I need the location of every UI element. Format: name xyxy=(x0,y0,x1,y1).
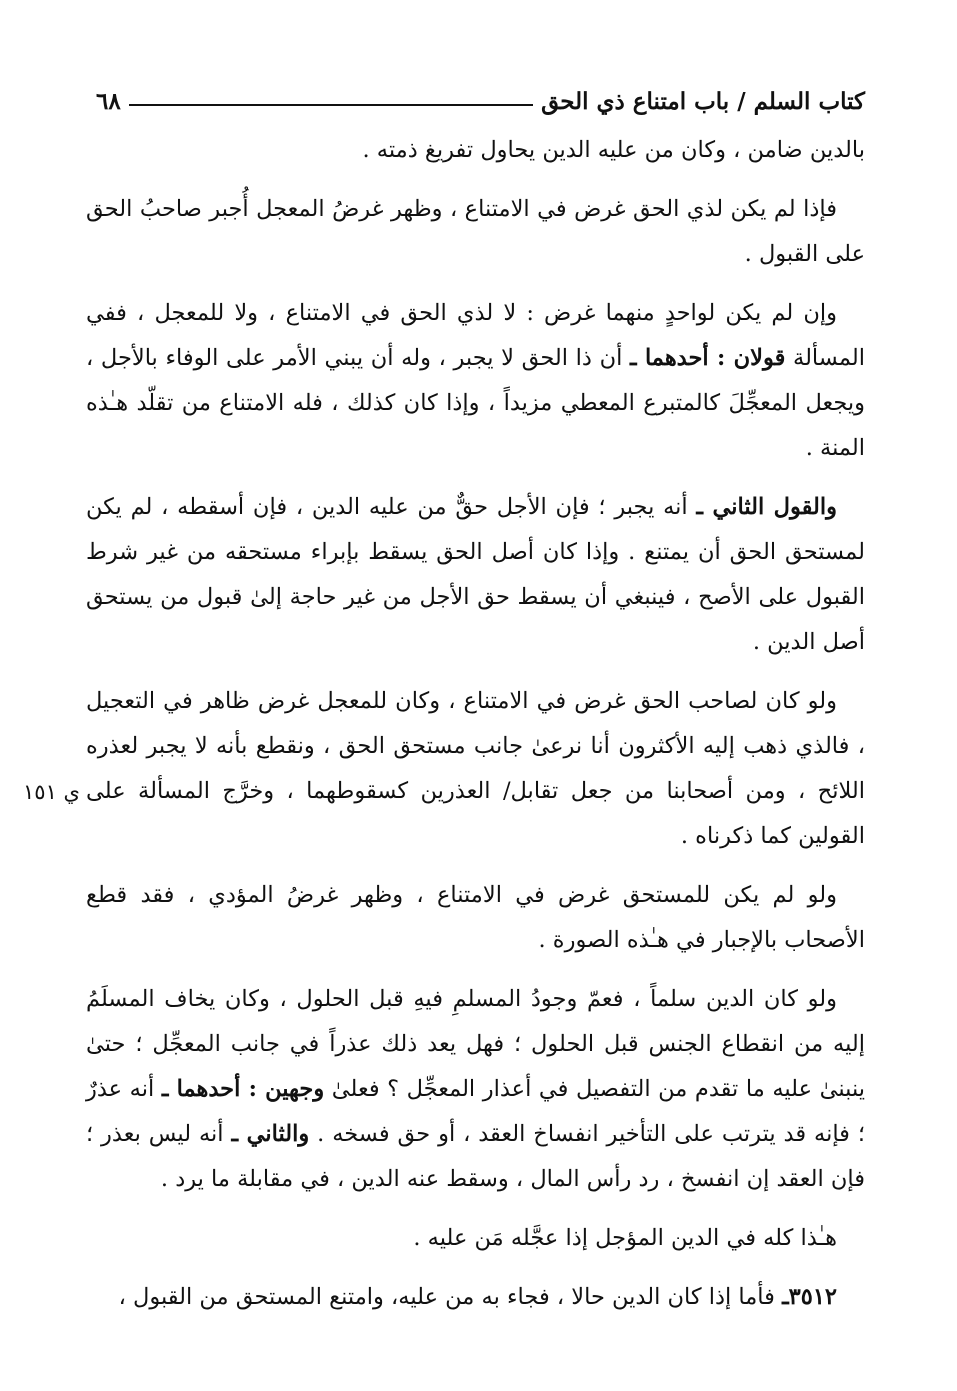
running-header xyxy=(88,84,865,118)
paragraph-text: أنه ليس بعذر ؛ فإن العقد إن انفسخ ، رد رأس المال ، وسقط عنه الدين ، في مقابلة ما يرد . xyxy=(86,1121,865,1192)
page-body xyxy=(86,128,865,1334)
margin-page-reference: ي ١٥١ xyxy=(23,780,80,804)
paragraph-text: أنه عذرٌ ؛ فإنه قد يترتب على التأخير انفساخ العقد ، أو حق فسخه . xyxy=(86,1076,865,1147)
paragraph xyxy=(86,873,865,963)
header-rule xyxy=(129,104,533,106)
paragraph-text: فأما إذا كان الدين حالا ، فجاء به من عليه، وامتنع المستحق من القبول ، xyxy=(118,1284,783,1310)
bold-term: والثاني ـ xyxy=(231,1121,310,1147)
paragraph xyxy=(86,1275,865,1320)
page-number: ٦٨ xyxy=(96,87,121,115)
bold-term: قولان : أحدهما ـ xyxy=(630,345,786,371)
paragraph-text: بالدين ضامن ، وكان من عليه الدين يحاول تفريغ ذمته . xyxy=(362,137,865,163)
paragraph xyxy=(86,128,865,173)
paragraph-text: ولو لم يكن للمستحق غرض في الامتناع ، وظهر غرضُ المؤدي ، فقد قطع الأصحاب بالإجبار في هـٰذه الصورة . xyxy=(86,882,865,953)
paragraph-text: وإن لم يكن لواحدٍ منهما غرض : لا لذي الحق في الامتناع ، ولا للمعجل ، ففي المسألة xyxy=(86,300,865,371)
bold-term: وجهين : أحدهما ـ xyxy=(161,1076,325,1102)
paragraph xyxy=(86,291,865,471)
paragraph xyxy=(86,485,865,665)
paragraph-text: ولو كان الدين سلماً ، فعمّ وجودُ المسلمِ فيهِ قبل الحلول ، وكان يخاف المسلَمُ إليه من انقطاع الجنس قبل الحلول ؛ فهل يعد ذلك عذراً في جانب المعجِّل ؛ حتىٰ ينبنىٰ عليه ما تقدم من التفصيل في أعذار المعجِّل ؟ فعلىٰ xyxy=(86,986,865,1102)
bold-term: والقول الثاني ـ xyxy=(696,494,837,520)
paragraph-text: أن ذا الحق لا يجبر ، وله أن يبني الأمر على الوفاء بالأجل ، ويجعل المعجِّلَ كالمتبرع المعطي مزيداً ، وإذا كان كذلك ، فله الامتناع من تقلّد هـٰذه المنة . xyxy=(86,345,865,461)
paragraph xyxy=(86,977,865,1202)
paragraph-text: فإذا لم يكن لذي الحق غرض في الامتناع ، وظهر غرضُ المعجل أُجبر صاحبُ الحق على القبول . xyxy=(86,196,865,267)
running-title: كتاب السلم / باب امتناع ذي الحق xyxy=(541,87,865,115)
section-number: ٣٥١٢ـ xyxy=(782,1284,837,1310)
paragraph-text: أنه يجبر ؛ فإن الأجل حقٌّ من عليه الدين ، فإن أسقطه ، لم يكن لمستحق الحق أن يمتنع . وإذا كان أصل الحق يسقط بإبراء مستحقه من غير شرط القبول على الأصح ، فينبغي أن يسقط حق الأجل من غير حاجة إلىٰ قبول من يستحق أصل الدين . xyxy=(86,494,865,655)
paragraph-text: هـٰذا كله في الدين المؤجل إذا عجَّله مَن عليه . xyxy=(413,1225,837,1251)
paragraph xyxy=(86,1216,865,1261)
paragraph xyxy=(86,679,865,859)
paragraph-text: ولو كان لصاحب الحق غرض في الامتناع ، وكان للمعجل غرض ظاهر في التعجيل ، فالذي ذهب إليه الأكثرون أنا نرعىٰ جانب مستحق الحق ، ونقطع بأنه لا يجبر لعذره اللائح ، ومن أصحابنا من جعل تقابل/ العذرين كسقوطهما ، وخرَّج المسألة على القولين كما ذكرناه . xyxy=(86,688,865,849)
paragraph xyxy=(86,187,865,277)
